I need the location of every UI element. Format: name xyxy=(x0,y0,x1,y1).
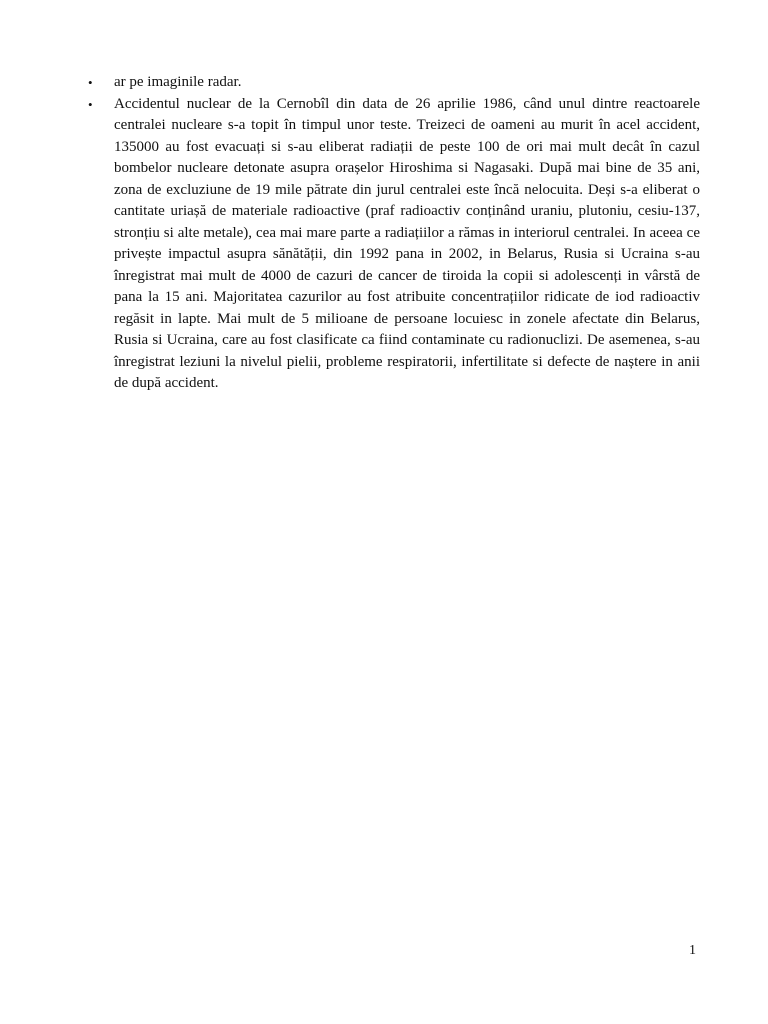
list-item xyxy=(86,72,700,94)
bullet-icon: • xyxy=(88,75,93,90)
page-number: 1 xyxy=(689,943,696,958)
bullet-icon: • xyxy=(88,96,93,112)
list-item-text: Accidentul nuclear de la Cernobîl din data de 26 aprilie 1986, când unul dintre reactoarele centralei nucleare s-a topit în timpul unor teste. Treizeci de oameni au murit în acel accident, 135000 au fost evacuați si s-au eliberat radiații de peste 100 de ori mai mult decât în cazul bombelor nucleare detonate asupra orașelor Hiroshima si Nagasaki. După mai bine de 35 ani, zona de excluziune de 19 mile pătrate din jurul centralei este încă nelocuita. Deși s-a eliberat o cantitate uriașă de materiale radioactive (praf radioactiv conținând uraniu, plutoniu, cesiu-137, stronțiu si alte metale), cea mai mare parte a radiațiilor a rămas in interiorul centralei. In aceea ce privește impactul asupra sănătății, din 1992 pana in 2002, in Belarus, Rusia si Ucraina s-au înregistrat mai mult de 4000 de cazuri de cancer de tiroida la copii si adolescenți in vârstă de pana la 15 ani. Majoritatea cazurilor au fost atribuite concentrațiilor ridicate de iod radioactiv regăsit in lapte. Mai mult de 5 milioane de persoane locuiesc in zonele afectate din Belarus, Rusia si Ucraina, care au fost clasificate ca fiind contaminate cu radionuclizi. De asemenea, s-au înregistrat leziuni la nivelul pielii, probleme respiratorii, infertilitate si defecte de naștere in anii de după accident. xyxy=(114,95,700,391)
bullet-list xyxy=(86,72,700,395)
list-item-text: ar pe imaginile radar. xyxy=(114,74,242,90)
list-item xyxy=(86,94,700,395)
